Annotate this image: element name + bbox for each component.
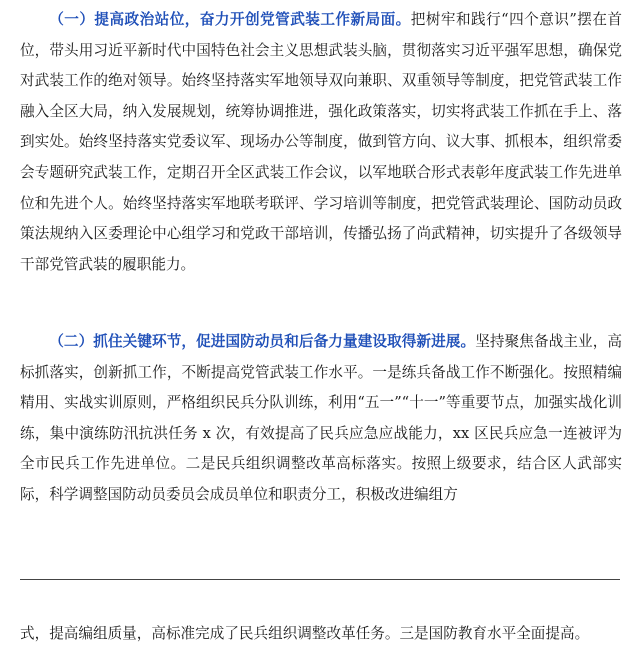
paragraph-2-heading: （二）抓住关键环节，促进国防动员和后备力量建设取得新进展。: [49, 333, 476, 350]
paragraph-1-heading: （一）提高政治站位，奋力开创党管武装工作新局面。: [49, 11, 411, 28]
paragraph-1: [20, 5, 622, 280]
paragraph-2: [20, 327, 622, 511]
next-page-text: 式，提高编组质量，高标准完成了民兵组织调整改革任务。三是国防教育水平全面提高。: [20, 625, 590, 642]
paragraph-1-body: 把树牢和践行“四个意识”摆在首位，带头用习近平新时代中国特色社会主义思想武装头脑，贯彻落实习近平强军思想，确保党对武装工作的绝对领导。始终坚持落实军地领导双向兼职、双重领导等制度，把党管武装工作融入全区大局，纳入发展规划，统筹协调推进，强化政策落实，切实将武装工作抓在手上、落到实处。始终坚持落实党委议军、现场办公等制度，做到管方向、议大事、抓根本，组织常委会专题研究武装工作，定期召开全区武装工作会议，以军地联合形式表彰年度武装工作先进单位和先进个人。始终坚持落实军地联考联评、学习培训等制度，把党管武装理论、国防动员政策法规纳入区委理论中心组学习和党政干部培训，传播弘扬了尚武精神，切实提升了各级领导干部党管武装的履职能力。: [20, 11, 622, 273]
page-break-rule: [20, 579, 620, 580]
paragraph-2-body: 坚持聚焦备战主业，高标抓落实，创新抓工作，不断提高党管武装工作水平。一是练兵备战工作不断强化。按照精编精用、实战实训原则，严格组织民兵分队训练，利用“五一”“十一”等重要节点，加强实战化训练，集中演练防汛抗洪任务 x 次，有效提高了民兵应急应战能力，xx 区民兵应急一连被评为全市民兵工作先进单位。二是民兵组织调整改革高标落实。按照上级要求，结合区人武部实际，科学调整国防动员委员会成员单位和职责分工，积极改进编组方: [20, 333, 622, 503]
